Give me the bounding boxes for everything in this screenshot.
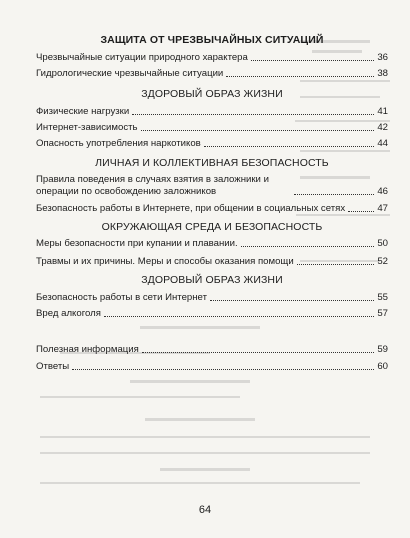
toc-entry-page: 60 (377, 361, 388, 372)
toc-entry-page: 52 (377, 256, 388, 267)
toc-entry-page: 42 (377, 122, 388, 133)
dot-leader (204, 145, 375, 147)
toc-entry-title: Интернет-зависимость (36, 122, 138, 133)
toc-entry[interactable] (36, 68, 388, 80)
toc-entry-page: 55 (377, 292, 388, 303)
toc-entry-title: Чрезвычайные ситуации природного характера (36, 52, 248, 63)
dot-leader (104, 315, 374, 317)
toc-entry-title: Безопасность работы в Интернете, при общении в социальных сетях (36, 203, 346, 214)
toc-entry[interactable] (36, 238, 388, 250)
toc-entry[interactable] (36, 292, 388, 304)
dot-leader (297, 263, 375, 265)
toc-entry-page: 59 (377, 344, 388, 355)
toc-entry-title: Гидрологические чрезвычайные ситуации (36, 68, 224, 79)
page-number: 64 (198, 504, 212, 516)
toc-entry-title: Правила поведения в случаях взятия в заложники и операции по освобождению заложников (36, 174, 269, 197)
toc-entry-title: Опасность употребления наркотиков (36, 138, 201, 149)
toc-entry[interactable] (36, 138, 388, 150)
dot-leader (132, 113, 374, 115)
section-heading-healthy-lifestyle-2: ЗДОРОВЫЙ ОБРАЗ ЖИЗНИ (141, 274, 283, 286)
toc-entry[interactable] (36, 122, 388, 134)
section-heading-environment: ОКРУЖАЮЩАЯ СРЕДА И БЕЗОПАСНОСТЬ (101, 221, 323, 233)
dot-leader (142, 351, 374, 353)
toc-entry-title: Ответы (36, 361, 70, 372)
toc-entry[interactable] (36, 106, 388, 118)
dot-leader (294, 193, 374, 195)
toc-entry-title: Травмы и их причины. Меры и способы оказания помощи (36, 256, 294, 267)
dot-leader (251, 59, 374, 61)
toc-entry-title: Меры безопасности при купании и плавании. (36, 238, 238, 249)
toc-entry-page: 47 (377, 203, 388, 214)
toc-entry-title: Вред алкоголя (36, 308, 101, 319)
toc-entry-title: Физические нагрузки (36, 106, 130, 117)
toc-entry[interactable] (36, 361, 388, 373)
section-heading-emergency: ЗАЩИТА ОТ ЧРЕЗВЫЧАЙНЫХ СИТУАЦИЙ (100, 34, 324, 46)
toc-entry-page: 46 (377, 186, 388, 197)
dot-leader (226, 75, 374, 77)
dot-leader (348, 210, 374, 212)
toc-entry[interactable] (36, 344, 388, 356)
toc-entry[interactable] (36, 52, 388, 64)
dot-leader (72, 368, 374, 370)
toc-entry-title: Полезная информация (36, 344, 139, 355)
toc-entry-page: 41 (377, 106, 388, 117)
toc-entry-title: Безопасность работы в сети Интернет (36, 292, 207, 303)
section-heading-healthy-lifestyle: ЗДОРОВЫЙ ОБРАЗ ЖИЗНИ (141, 88, 283, 100)
toc-entry-page: 50 (377, 238, 388, 249)
toc-entry[interactable] (36, 174, 388, 198)
toc-entry[interactable] (36, 308, 388, 320)
toc-entry-page: 44 (377, 138, 388, 149)
toc-entry[interactable] (36, 203, 388, 215)
toc-entry[interactable] (36, 256, 388, 268)
toc-entry-page: 38 (377, 68, 388, 79)
toc-entry-page: 36 (377, 52, 388, 63)
dot-leader (210, 299, 374, 301)
dot-leader (241, 245, 375, 247)
dot-leader (141, 129, 375, 131)
section-heading-personal-safety: ЛИЧНАЯ И КОЛЛЕКТИВНАЯ БЕЗОПАСНОСТЬ (95, 157, 329, 169)
toc-entry-page: 57 (377, 308, 388, 319)
